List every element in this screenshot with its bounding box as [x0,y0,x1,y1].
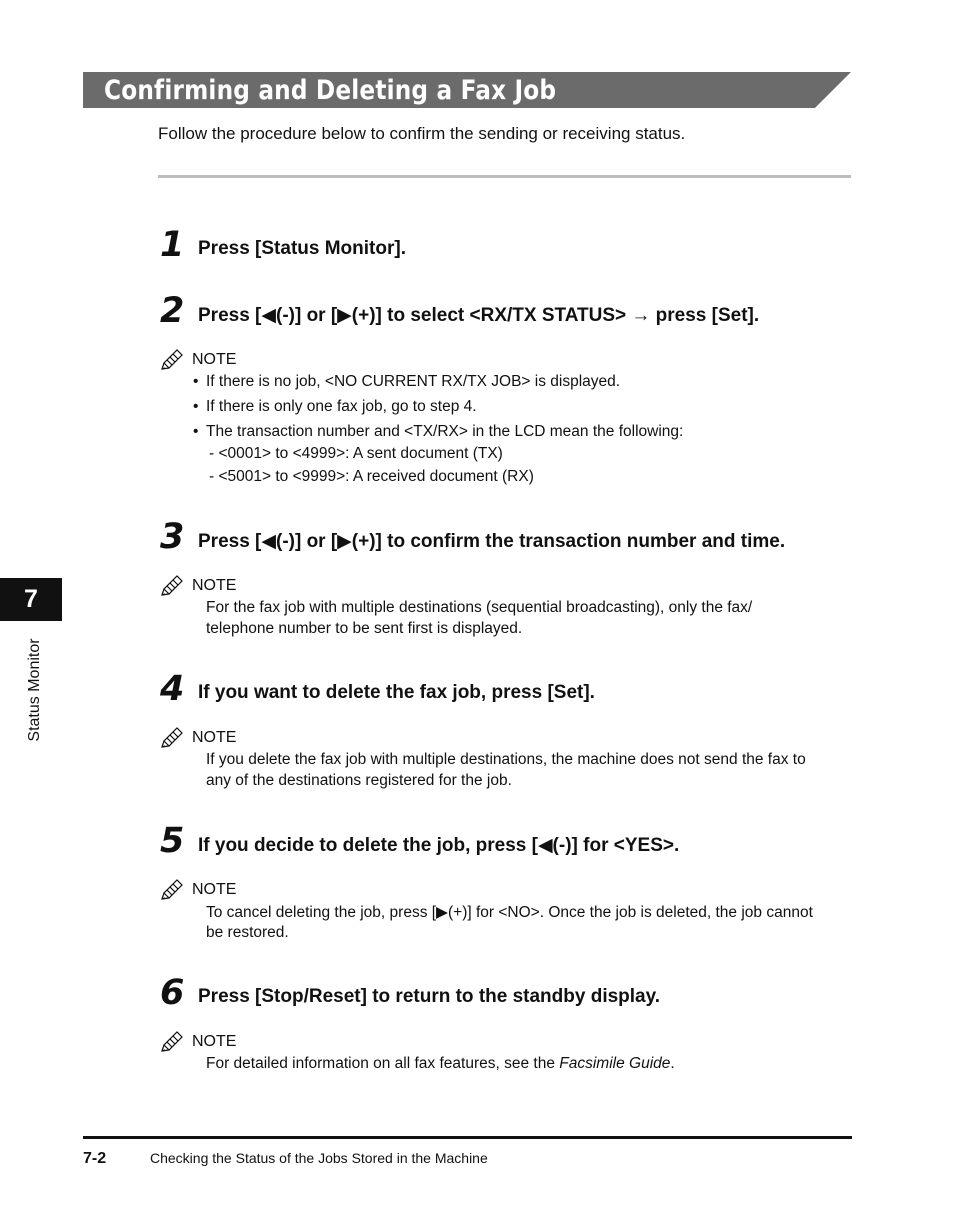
note-header [159,878,236,902]
step-number: 2 [160,291,185,331]
step-number: 4 [160,669,185,709]
note-bullet: The transaction number and <TX/RX> in the LCD mean the following: [206,423,684,440]
step-text: Press [◀(-)] or [▶(+)] to select <RX/TX STATUS> → press [Set]. [198,305,760,326]
step-text: Press [◀(-)] or [▶(+)] to confirm the transaction number and time. [198,531,786,552]
note-text: any of the destinations registered for the job. [206,772,512,789]
note-text: telephone number to be sent first is displayed. [206,620,523,637]
chapter-side-label: Status Monitor [26,638,43,742]
footer-text: Checking the Status of the Jobs Stored in the Machine [150,1150,488,1166]
note-bullet: If there is no job, <NO CURRENT RX/TX JOB> is displayed. [206,373,621,390]
bullet-icon: • [193,373,199,390]
step-number: 6 [160,973,185,1013]
note-header [159,348,236,372]
intro-text: Follow the procedure below to confirm the sending or receiving status. [158,124,686,143]
note-text-prefix: For detailed information on all fax features, see the [206,1055,560,1072]
bullet-icon: • [193,423,199,440]
pencil-icon [159,574,185,598]
section-divider [158,175,851,178]
pencil-icon [159,726,185,750]
facsimile-guide-reference: Facsimile Guide [559,1055,671,1072]
note-text: be restored. [206,924,289,941]
step-text: Press [Stop/Reset] to return to the standby display. [198,986,661,1007]
bullet-icon: • [193,398,199,415]
note-text: If you delete the fax job with multiple destinations, the machine does not send the fax to [206,751,806,768]
chapter-tab: 7 [0,578,62,621]
footer-rule [83,1136,852,1139]
step-number: 1 [160,225,185,265]
note-label: NOTE [192,729,237,746]
note-label: NOTE [192,577,237,594]
note-subitem: - <0001> to <4999>: A sent document (TX) [209,445,503,462]
note-bullet: If there is only one fax job, go to step 4. [206,398,477,415]
pencil-icon [159,348,185,372]
page-title: Confirming and Deleting a Fax Job [104,75,557,106]
note-header [159,726,236,750]
note-text: To cancel deleting the job, press [▶(+)] for <NO>. Once the job is deleted, the job cannot [206,904,813,921]
note-subitem: - <5001> to <9999>: A received document (RX) [209,468,534,485]
note-text [206,1055,675,1073]
pencil-icon [159,878,185,902]
note-label: NOTE [192,881,237,898]
note-label: NOTE [192,1033,237,1050]
step-text: Press [Status Monitor]. [198,238,406,259]
step-text: If you decide to delete the job, press [◀(-)] for <YES>. [198,835,680,856]
step-number: 5 [160,821,185,861]
note-header [159,1030,236,1054]
page-number: 7-2 [83,1150,107,1167]
note-text: For the fax job with multiple destinations (sequential broadcasting), only the fax/ [206,599,753,616]
note-label: NOTE [192,351,237,368]
note-text-suffix: . [670,1055,675,1072]
note-header [159,574,236,598]
step-number: 3 [160,517,185,557]
step-text: If you want to delete the fax job, press [Set]. [198,682,595,703]
pencil-icon [159,1030,185,1054]
